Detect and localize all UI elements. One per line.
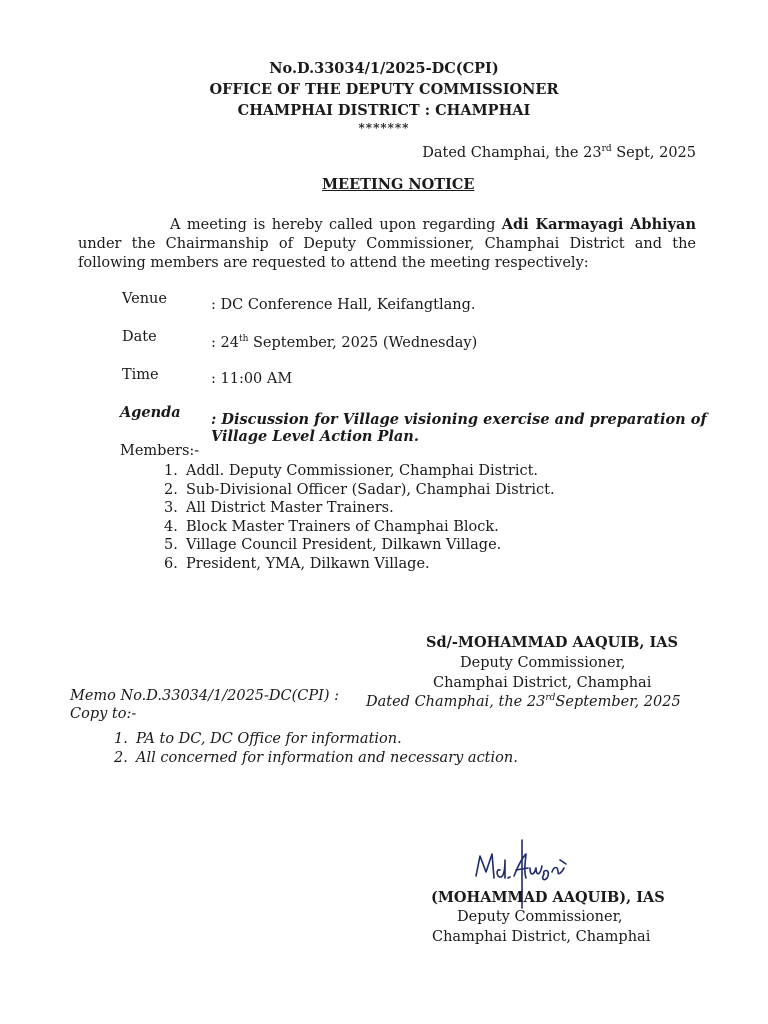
memo-dated-suffix: September, 2025	[555, 694, 681, 710]
intro-text	[78, 215, 696, 273]
date-suffix: September, 2025 (Wednesday)	[248, 335, 478, 351]
member-item-number: 4.	[164, 518, 178, 535]
member-item-text: Sub-Divisional Officer (Sadar), Champhai District.	[186, 481, 555, 498]
time-value: : 11:00 AM	[211, 371, 293, 387]
date-sup: th	[238, 334, 249, 345]
agenda-line-2: Village Level Action Plan.	[211, 428, 419, 445]
memo-dated	[366, 694, 681, 710]
scheme-name: Adi Karmayagi Abhiyan	[501, 216, 696, 233]
signatory2-name: (MOHAMMAD AAQUIB), IAS	[431, 889, 665, 906]
signatory-designation: Deputy Commissioner,	[460, 655, 626, 671]
district-title: CHAMPHAI DISTRICT : CHAMPHAI	[237, 102, 531, 119]
memo-dated-sup: rd	[545, 693, 556, 704]
intro-part1: A meeting is hereby called upon regarding	[170, 217, 502, 233]
member-item-text: Village Council President, Dilkawn Village.	[186, 537, 502, 553]
member-item-text: Addl. Deputy Commissioner, Champhai District.	[186, 463, 539, 479]
office-title: OFFICE OF THE DEPUTY COMMISSIONER	[209, 81, 559, 98]
member-item-number: 3.	[164, 500, 178, 516]
date-value	[211, 335, 477, 351]
member-item	[164, 462, 555, 481]
members-list	[164, 462, 555, 573]
dated-sup: rd	[601, 144, 612, 155]
member-item	[164, 536, 555, 555]
member-item-text: Block Master Trainers of Champhai Block.	[186, 518, 499, 535]
member-item	[164, 481, 555, 500]
member-item	[164, 555, 555, 574]
memo-dated-prefix: Dated Champhai, the 23	[366, 694, 546, 710]
agenda-line-1: : Discussion for Village visioning exercise and preparation of	[211, 411, 707, 428]
copy-to-list	[114, 730, 518, 767]
dated-prefix: Dated Champhai, the 23	[422, 145, 602, 161]
venue-value: : DC Conference Hall, Keifangtlang.	[211, 297, 476, 313]
dated-suffix: Sept, 2025	[611, 145, 696, 161]
copy-to-item-text: PA to DC, DC Office for information.	[136, 731, 402, 747]
memo-reference: Memo No.D.33034/1/2025-DC(CPI) :	[70, 688, 340, 704]
member-item	[164, 518, 555, 537]
venue-label: Venue	[122, 291, 167, 307]
header-stars: *******	[358, 121, 410, 135]
time-label: Time	[122, 367, 159, 383]
signatory2-place: Champhai District, Champhai	[432, 929, 651, 945]
dated-line	[422, 145, 696, 161]
date-label: Date	[122, 329, 157, 345]
date-prefix: : 24	[211, 335, 239, 351]
member-item-number: 1.	[164, 463, 178, 479]
signatory2-designation: Deputy Commissioner,	[457, 909, 623, 925]
copy-to-item-text: All concerned for information and necessary action.	[136, 749, 518, 766]
member-item-number: 2.	[164, 481, 178, 498]
copy-to-item-number: 2.	[114, 749, 128, 766]
signatory-name: Sd/-MOHAMMAD AAQUIB, IAS	[426, 634, 678, 651]
copy-to-item-number: 1.	[114, 731, 128, 747]
member-item-text: All District Master Trainers.	[186, 500, 394, 516]
member-item-number: 5.	[164, 537, 178, 553]
agenda-label: Agenda	[120, 404, 181, 421]
member-item	[164, 499, 555, 518]
member-item-text: President, YMA, Dilkawn Village.	[186, 555, 430, 572]
copy-to-item	[114, 730, 518, 749]
intro-paragraph	[78, 215, 696, 273]
reference-number: No.D.33034/1/2025-DC(CPI)	[269, 60, 499, 77]
notice-title: MEETING NOTICE	[322, 176, 475, 193]
copy-to-label: Copy to:-	[70, 706, 137, 722]
signatory-place: Champhai District, Champhai	[433, 675, 652, 691]
intro-part2: under the Chairmanship of Deputy Commissioner, Champhai District and the following members are requested to attend the meeting respectively:	[78, 236, 696, 271]
members-label: Members:-	[120, 443, 200, 459]
copy-to-item	[114, 749, 518, 768]
member-item-number: 6.	[164, 555, 178, 572]
